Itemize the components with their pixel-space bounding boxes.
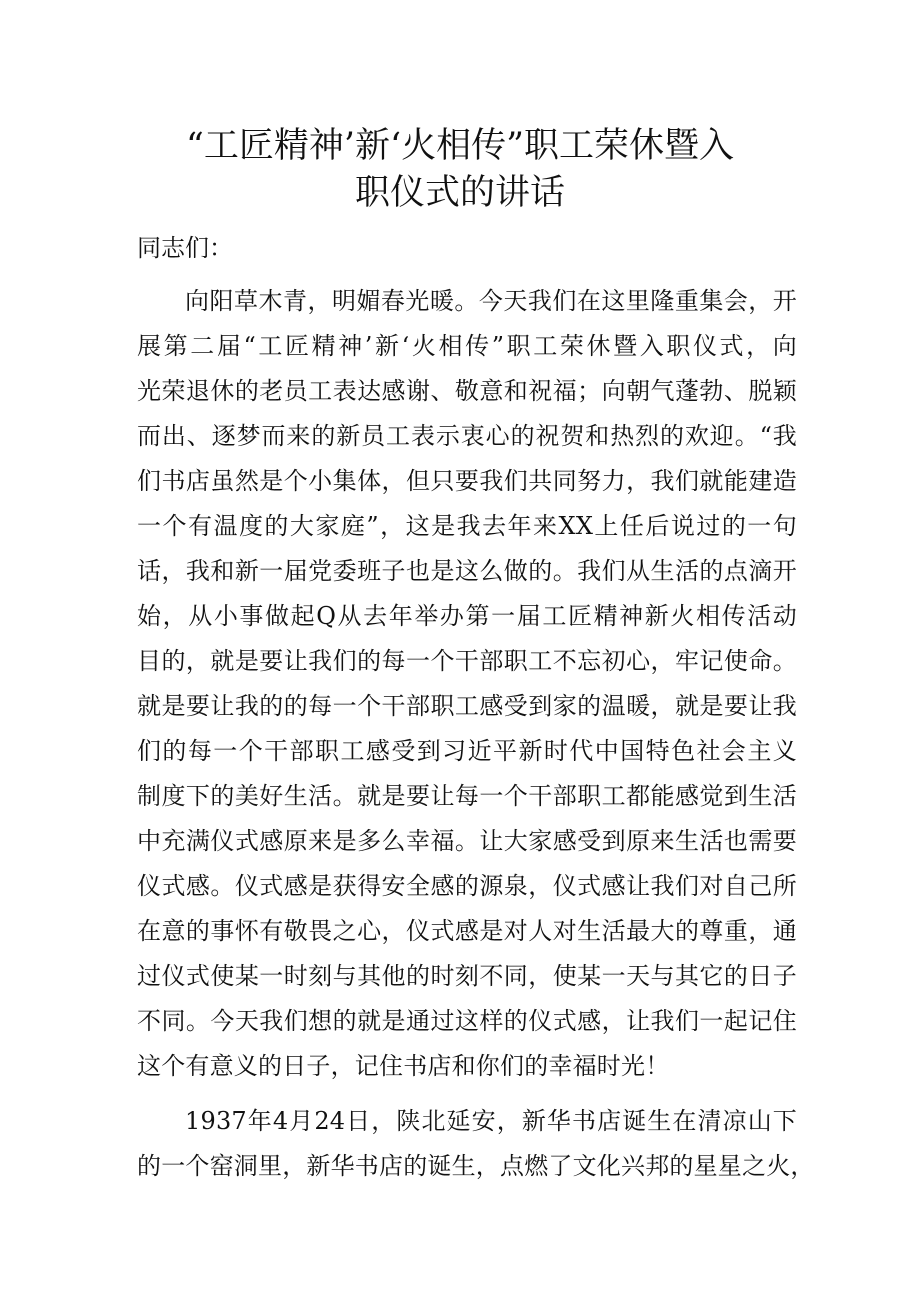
paragraph-line: 仪式感。仪式感是获得安全感的源泉，仪式感让我们对自己所 [137, 872, 797, 900]
paragraph-line: 目的，就是要让我们的每一个干部职工不忘初心，牢记使命。 [137, 647, 797, 675]
paragraph-line: 展第二届“工匠精神’新‘火相传”职工荣休暨入职仪式，向 [137, 332, 797, 360]
paragraph-line: 光荣退休的老员工表达感谢、敬意和祝福；向朝气蓬勃、脱颖 [137, 377, 797, 405]
salutation: 同志们： [137, 234, 233, 262]
paragraph-line: 制度下的美好生活。就是要让每一个干部职工都能感觉到生活 [137, 782, 797, 810]
paragraph-line: 的一个窑洞里，新华书店的诞生，点燃了文化兴邦的星星之火， [137, 1152, 815, 1180]
paragraph-line: 话，我和新一届党委班子也是这么做的。我们从生活的点滴开 [137, 557, 797, 585]
paragraph-line: 们书店虽然是个小集体，但只要我们共同努力，我们就能建造 [137, 467, 797, 495]
paragraph-line: 一个有温度的大家庭”，这是我去年来XX上任后说过的一句 [137, 512, 797, 540]
paragraph-line: 不同。今天我们想的就是通过这样的仪式感，让我们一起记住 [137, 1007, 797, 1035]
document-title-line-1: “工匠精神’新‘火相传”职工荣休暨入 [185, 126, 735, 166]
paragraph-line: 1937年4月24日，陕北延安，新华书店诞生在清凉山下 [185, 1107, 797, 1135]
paragraph-line: 们的每一个干部职工感受到习近平新时代中国特色社会主义 [137, 737, 797, 765]
paragraph-line: 在意的事怀有敬畏之心，仪式感是对人对生活最大的尊重，通 [137, 917, 797, 945]
paragraph-line: 始，从小事做起Q从去年举办第一届工匠精神新火相传活动 [137, 602, 797, 630]
paragraph-line: 向阳草木青，明媚春光暖。今天我们在这里隆重集会，开 [185, 287, 797, 315]
document-title-line-2: 职仪式的讲话 [354, 173, 565, 213]
paragraph-line: 而出、逐梦而来的新员工表示衷心的祝贺和热烈的欢迎。“我 [137, 422, 797, 450]
paragraph-line: 这个有意义的日子，记住书店和你们的幸福时光！ [137, 1052, 670, 1080]
paragraph-line: 过仪式使某一时刻与其他的时刻不同，使某一天与其它的日子 [137, 962, 797, 990]
paragraph-line: 就是要让我的的每一个干部职工感受到家的温暖，就是要让我 [137, 692, 797, 720]
paragraph-line: 中充满仪式感原来是多么幸福。让大家感受到原来生活也需要 [137, 827, 797, 855]
